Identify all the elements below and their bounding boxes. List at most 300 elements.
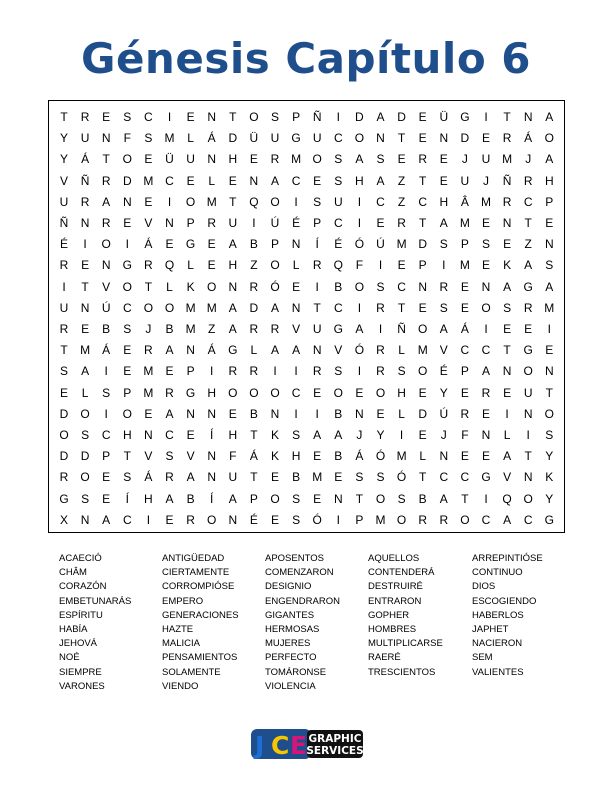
- grid-letter: T: [123, 449, 131, 464]
- grid-letter: R: [376, 364, 385, 379]
- logo-letter-j: J: [255, 731, 265, 760]
- grid-letter: M: [396, 237, 407, 252]
- grid-letter: N: [312, 343, 322, 358]
- word-item: HAZTE: [162, 623, 194, 635]
- grid-letter: E: [81, 258, 90, 273]
- grid-letter: K: [270, 428, 279, 442]
- grid-row: [49, 467, 564, 487]
- grid-letter: I: [83, 237, 87, 252]
- grid-letter: A: [165, 491, 174, 506]
- grid-letter: R: [59, 470, 69, 485]
- grid-letter: E: [165, 364, 174, 379]
- grid-letter: E: [207, 258, 216, 273]
- grid-letter: Ó: [354, 343, 365, 358]
- grid-row: [49, 319, 564, 339]
- grid-letter: T: [524, 449, 532, 464]
- grid-letter: Ó: [375, 449, 386, 464]
- grid-letter: C: [122, 300, 132, 315]
- grid-letter: T: [524, 216, 532, 230]
- grid-letter: H: [544, 173, 554, 188]
- grid-row: [49, 361, 564, 381]
- grid-letter: E: [165, 237, 174, 252]
- grid-letter: N: [544, 237, 554, 252]
- word-item: HABERLOS: [472, 609, 524, 621]
- grid-letter: J: [525, 152, 532, 167]
- grid-letter: E: [460, 300, 469, 315]
- grid-letter: T: [397, 131, 406, 146]
- grid-letter: Y: [376, 428, 385, 442]
- grid-letter: O: [270, 258, 280, 273]
- logo-letter-e: E: [290, 731, 308, 760]
- grid-row: [49, 340, 564, 360]
- grid-letter: M: [80, 343, 91, 358]
- grid-letter: O: [375, 491, 386, 506]
- grid-letter: A: [313, 428, 322, 442]
- grid-letter: O: [418, 322, 428, 336]
- grid-letter: O: [270, 194, 280, 209]
- grid-letter: I: [484, 491, 488, 506]
- grid-letter: E: [376, 216, 385, 230]
- grid-letter: S: [355, 470, 364, 485]
- grid-letter: Á: [207, 131, 216, 146]
- grid-letter: Z: [524, 237, 532, 252]
- grid-letter: O: [122, 406, 132, 421]
- word-item: ANTIGÜEDAD: [162, 553, 225, 564]
- grid-letter: M: [206, 300, 217, 315]
- grid-letter: V: [292, 322, 301, 336]
- grid-letter: E: [397, 152, 406, 167]
- grid-letter: I: [273, 364, 277, 379]
- grid-letter: E: [545, 343, 554, 358]
- grid-letter: V: [144, 216, 153, 230]
- grid-letter: P: [545, 194, 554, 209]
- grid-letter: Ó: [270, 279, 280, 294]
- grid-letter: R: [101, 216, 111, 230]
- grid-letter: Y: [439, 385, 448, 400]
- grid-letter: Ú: [376, 237, 385, 252]
- grid-letter: O: [207, 279, 217, 294]
- grid-letter: R: [165, 385, 174, 400]
- word-item: TRESCIENTOS: [368, 666, 436, 678]
- word-item: ACAECIÓ: [59, 553, 102, 564]
- grid-letter: A: [270, 300, 279, 315]
- grid-letter: T: [144, 279, 153, 294]
- grid-letter: G: [333, 322, 343, 336]
- grid-letter: O: [523, 364, 533, 379]
- grid-letter: I: [357, 300, 362, 315]
- grid-letter: P: [249, 491, 258, 506]
- grid-letter: M: [206, 194, 217, 209]
- grid-letter: I: [104, 364, 108, 379]
- grid-letter: R: [249, 364, 259, 379]
- grid-letter: I: [104, 406, 108, 421]
- grid-letter: A: [334, 428, 343, 442]
- grid-letter: E: [481, 406, 490, 421]
- grid-letter: N: [355, 406, 364, 421]
- grid-letter: Á: [524, 131, 533, 146]
- word-item: ENGENDRARON: [265, 595, 340, 607]
- grid-letter: I: [357, 364, 362, 379]
- grid-letter: X: [59, 512, 68, 527]
- grid-letter: O: [312, 152, 322, 167]
- grid-letter: S: [313, 194, 322, 209]
- grid-letter: A: [270, 173, 279, 188]
- grid-letter: A: [228, 300, 237, 315]
- grid-letter: E: [123, 216, 132, 230]
- grid-letter: S: [334, 364, 343, 379]
- grid-letter: R: [439, 279, 449, 294]
- grid-letter: E: [123, 343, 132, 358]
- grid-letter: A: [355, 152, 364, 167]
- grid-letter: C: [291, 385, 301, 400]
- grid-letter: R: [165, 470, 174, 485]
- grid-letter: I: [252, 216, 256, 230]
- grid-letter: N: [101, 258, 111, 273]
- grid-letter: H: [355, 173, 364, 188]
- grid-letter: S: [376, 470, 385, 485]
- grid-letter: R: [80, 110, 90, 124]
- grid-letter: J: [461, 152, 468, 167]
- grid-letter: O: [122, 152, 132, 167]
- grid-letter: G: [523, 279, 533, 294]
- grid-letter: N: [544, 364, 554, 379]
- grid-letter: H: [228, 152, 238, 167]
- grid-letter: N: [291, 237, 301, 252]
- grid-letter: C: [101, 428, 111, 442]
- grid-letter: B: [334, 449, 343, 464]
- grid-letter: R: [439, 512, 449, 527]
- word-item: NACIERON: [472, 638, 523, 650]
- grid-letter: N: [165, 216, 174, 230]
- grid-row: [49, 425, 564, 445]
- grid-row: [49, 171, 564, 191]
- grid-letter: Í: [210, 491, 214, 506]
- grid-letter: L: [419, 449, 427, 464]
- grid-letter: C: [460, 343, 470, 358]
- grid-letter: Ó: [354, 237, 365, 252]
- logo-text-services: SERVICES: [306, 745, 363, 757]
- grid-letter: R: [80, 194, 90, 209]
- word-item: ESCOGIENDO: [472, 595, 537, 607]
- grid-row: [49, 255, 564, 275]
- word-item: CONTINUO: [472, 567, 523, 579]
- grid-letter: C: [376, 194, 385, 209]
- grid-letter: E: [397, 258, 406, 273]
- grid-letter: E: [292, 279, 301, 294]
- grid-letter: A: [228, 322, 237, 336]
- grid-letter: O: [418, 364, 428, 379]
- grid-letter: M: [185, 322, 196, 336]
- grid-letter: T: [81, 279, 89, 294]
- word-item: MALICIA: [162, 638, 201, 650]
- grid-letter: Q: [502, 491, 512, 506]
- grid-letter: É: [59, 237, 68, 252]
- grid-letter: É: [439, 364, 448, 379]
- grid-letter: E: [59, 385, 68, 400]
- grid-letter: N: [207, 470, 217, 485]
- grid-letter: R: [228, 364, 238, 379]
- grid-letter: O: [354, 279, 365, 294]
- grid-letter: A: [376, 110, 385, 124]
- grid-letter: I: [378, 258, 383, 273]
- grid-letter: S: [123, 470, 132, 485]
- grid-letter: L: [187, 258, 194, 273]
- grid-letter: Á: [102, 343, 111, 358]
- grid-letter: R: [186, 512, 195, 527]
- grid-letter: G: [460, 110, 470, 124]
- grid-letter: S: [376, 152, 385, 167]
- grid-letter: L: [503, 428, 511, 442]
- grid-letter: P: [186, 364, 195, 379]
- grid-letter: F: [123, 131, 131, 146]
- grid-letter: N: [80, 512, 90, 527]
- grid-letter: S: [397, 491, 406, 506]
- grid-letter: H: [291, 449, 301, 464]
- grid-letter: D: [418, 237, 428, 252]
- grid-letter: N: [186, 406, 195, 421]
- grid-letter: I: [505, 406, 509, 421]
- grid-letter: I: [315, 279, 319, 294]
- grid-letter: E: [418, 385, 427, 400]
- grid-letter: E: [481, 131, 490, 146]
- grid-letter: M: [459, 258, 470, 273]
- grid-letter: U: [270, 131, 280, 146]
- grid-letter: S: [439, 300, 448, 315]
- grid-letter: T: [250, 428, 258, 442]
- grid-letter: E: [144, 152, 153, 167]
- grid-letter: E: [418, 131, 427, 146]
- grid-letter: J: [440, 428, 447, 442]
- jce-logo: [251, 727, 363, 761]
- word-item: DESIGNIO: [265, 581, 312, 593]
- grid-letter: S: [545, 258, 554, 273]
- grid-letter: É: [334, 237, 343, 252]
- page-title: Génesis Capítulo 6: [80, 34, 532, 83]
- grid-letter: S: [81, 428, 90, 442]
- grid-letter: L: [250, 343, 258, 358]
- grid-letter: G: [185, 237, 196, 252]
- grid-letter: Á: [144, 237, 153, 252]
- grid-letter: C: [397, 279, 406, 294]
- word-item: HERMOSAS: [265, 623, 320, 635]
- grid-letter: A: [228, 237, 237, 252]
- grid-letter: H: [228, 258, 238, 273]
- grid-letter: C: [333, 216, 343, 230]
- grid-letter: O: [80, 470, 90, 485]
- grid-letter: R: [270, 322, 280, 336]
- word-item: VIENDO: [162, 680, 199, 692]
- grid-letter: V: [59, 173, 68, 188]
- grid-letter: Ü: [249, 131, 259, 146]
- grid-letter: T: [60, 343, 68, 358]
- word-item: DESTRUIRÉ: [368, 581, 423, 593]
- grid-letter: F: [355, 258, 364, 273]
- grid-letter: A: [545, 152, 554, 167]
- grid-letter: E: [228, 406, 237, 421]
- grid-letter: R: [249, 279, 259, 294]
- word-item: GOPHER: [368, 609, 410, 621]
- grid-letter: R: [502, 131, 512, 146]
- grid-letter: U: [59, 300, 69, 315]
- word-item: MUJERES: [265, 638, 311, 650]
- grid-letter: O: [354, 131, 365, 146]
- word-item: ARREPINTIÓSE: [472, 553, 543, 564]
- grid-letter: E: [545, 216, 554, 230]
- grid-letter: K: [545, 470, 554, 485]
- grid-letter: T: [250, 470, 258, 485]
- grid-letter: Ñ: [397, 322, 406, 336]
- grid-letter: E: [376, 406, 385, 421]
- grid-letter: E: [334, 470, 343, 485]
- word-list: [0, 552, 612, 702]
- logo-letter-c: C: [271, 731, 290, 760]
- grid-letter: N: [481, 279, 491, 294]
- grid-letter: A: [102, 194, 111, 209]
- grid-letter: M: [502, 152, 513, 167]
- grid-letter: I: [294, 364, 298, 379]
- grid-letter: N: [122, 194, 132, 209]
- grid-letter: F: [229, 449, 237, 464]
- word-item: APOSENTOS: [265, 553, 324, 564]
- grid-letter: Ü: [165, 152, 174, 167]
- grid-letter: Á: [144, 470, 153, 485]
- grid-letter: Ñ: [80, 173, 90, 188]
- grid-letter: N: [207, 406, 217, 421]
- grid-letter: A: [545, 279, 554, 294]
- grid-letter: V: [102, 279, 111, 294]
- grid-letter: S: [123, 322, 132, 336]
- grid-letter: Z: [250, 258, 258, 273]
- grid-letter: U: [312, 322, 322, 336]
- grid-letter: H: [397, 385, 406, 400]
- grid-letter: N: [291, 300, 301, 315]
- grid-letter: R: [460, 406, 470, 421]
- grid-letter: S: [503, 300, 512, 315]
- grid-letter: A: [228, 491, 237, 506]
- grid-letter: I: [336, 110, 340, 124]
- grid-letter: P: [186, 216, 195, 230]
- grid-letter: O: [207, 512, 217, 527]
- grid-letter: I: [294, 406, 298, 421]
- grid-letter: R: [59, 322, 69, 336]
- grid-letter: P: [292, 110, 301, 124]
- word-item: PENSAMIENTOS: [162, 652, 238, 664]
- grid-letter: N: [523, 110, 533, 124]
- grid-letter: Ñ: [59, 216, 69, 230]
- grid-letter: R: [144, 258, 153, 273]
- grid-letter: I: [357, 194, 362, 209]
- word-item: ENTRARON: [368, 595, 422, 607]
- grid-letter: T: [461, 491, 469, 506]
- grid-letter: N: [249, 173, 259, 188]
- grid-letter: H: [439, 194, 449, 209]
- grid-letter: U: [186, 152, 195, 167]
- grid-letter: R: [502, 194, 512, 209]
- grid-letter: C: [165, 428, 174, 442]
- grid-letter: O: [249, 385, 259, 400]
- grid-letter: Â: [460, 194, 469, 209]
- word-item: SIEMPRE: [59, 666, 102, 678]
- grid-letter: M: [164, 131, 175, 146]
- grid-letter: O: [101, 237, 111, 252]
- grid-letter: M: [417, 343, 428, 358]
- grid-letter: S: [292, 491, 301, 506]
- grid-letter: E: [460, 449, 469, 464]
- grid-letter: V: [186, 449, 195, 464]
- grid-letter: H: [207, 385, 217, 400]
- jce-logo-graphic: [251, 727, 363, 761]
- grid-letter: R: [59, 258, 69, 273]
- grid-letter: D: [59, 406, 69, 421]
- grid-letter: D: [122, 173, 132, 188]
- grid-letter: C: [165, 173, 174, 188]
- grid-row: [49, 446, 564, 466]
- grid-letter: V: [439, 343, 448, 358]
- word-item: EMPERO: [162, 595, 204, 607]
- grid-letter: S: [376, 279, 385, 294]
- grid-letter: E: [418, 110, 427, 124]
- grid-letter: N: [502, 364, 512, 379]
- grid-letter: E: [165, 512, 174, 527]
- grid-letter: Z: [397, 173, 406, 188]
- grid-letter: O: [249, 110, 259, 124]
- grid-row: [49, 234, 564, 254]
- grid-letter: Ó: [396, 470, 407, 485]
- grid-letter: E: [144, 406, 153, 421]
- grid-letter: D: [228, 131, 238, 146]
- grid-letter: N: [228, 279, 238, 294]
- grid-letter: Í: [210, 428, 214, 442]
- grid-letter: P: [123, 385, 132, 400]
- grid-letter: E: [228, 173, 237, 188]
- grid-letter: T: [60, 110, 68, 124]
- grid-letter: I: [484, 110, 488, 124]
- grid-letter: E: [270, 470, 279, 485]
- word-column: [59, 552, 169, 694]
- letter-grid: [48, 100, 565, 533]
- grid-letter: R: [397, 216, 406, 230]
- grid-letter: O: [544, 131, 554, 146]
- grid-letter: E: [186, 110, 195, 124]
- grid-letter: C: [144, 110, 153, 124]
- grid-letter: T: [503, 110, 511, 124]
- grid-letter: S: [59, 364, 68, 379]
- grid-letter: S: [292, 428, 301, 442]
- grid-letter: J: [483, 173, 489, 188]
- grid-row: [49, 192, 564, 212]
- grid-letter: R: [418, 512, 428, 527]
- grid-letter: D: [249, 300, 259, 315]
- grid-letter: D: [59, 449, 69, 464]
- grid-letter: O: [164, 300, 175, 315]
- grid-letter: Á: [207, 343, 216, 358]
- grid-letter: L: [208, 173, 216, 188]
- grid-letter: S: [81, 491, 90, 506]
- grid-letter: J: [145, 322, 152, 336]
- word-item: NOÉ: [59, 652, 80, 664]
- grid-letter: E: [524, 322, 533, 336]
- grid-letter: Y: [545, 449, 554, 464]
- grid-letter: N: [207, 152, 217, 167]
- grid-letter: U: [481, 152, 491, 167]
- grid-letter: S: [123, 110, 132, 124]
- grid-letter: Ú: [270, 216, 280, 230]
- grid-letter: N: [80, 216, 90, 230]
- grid-letter: O: [270, 385, 280, 400]
- grid-letter: G: [228, 343, 238, 358]
- grid-letter: S: [270, 110, 279, 124]
- grid-letter: I: [315, 406, 319, 421]
